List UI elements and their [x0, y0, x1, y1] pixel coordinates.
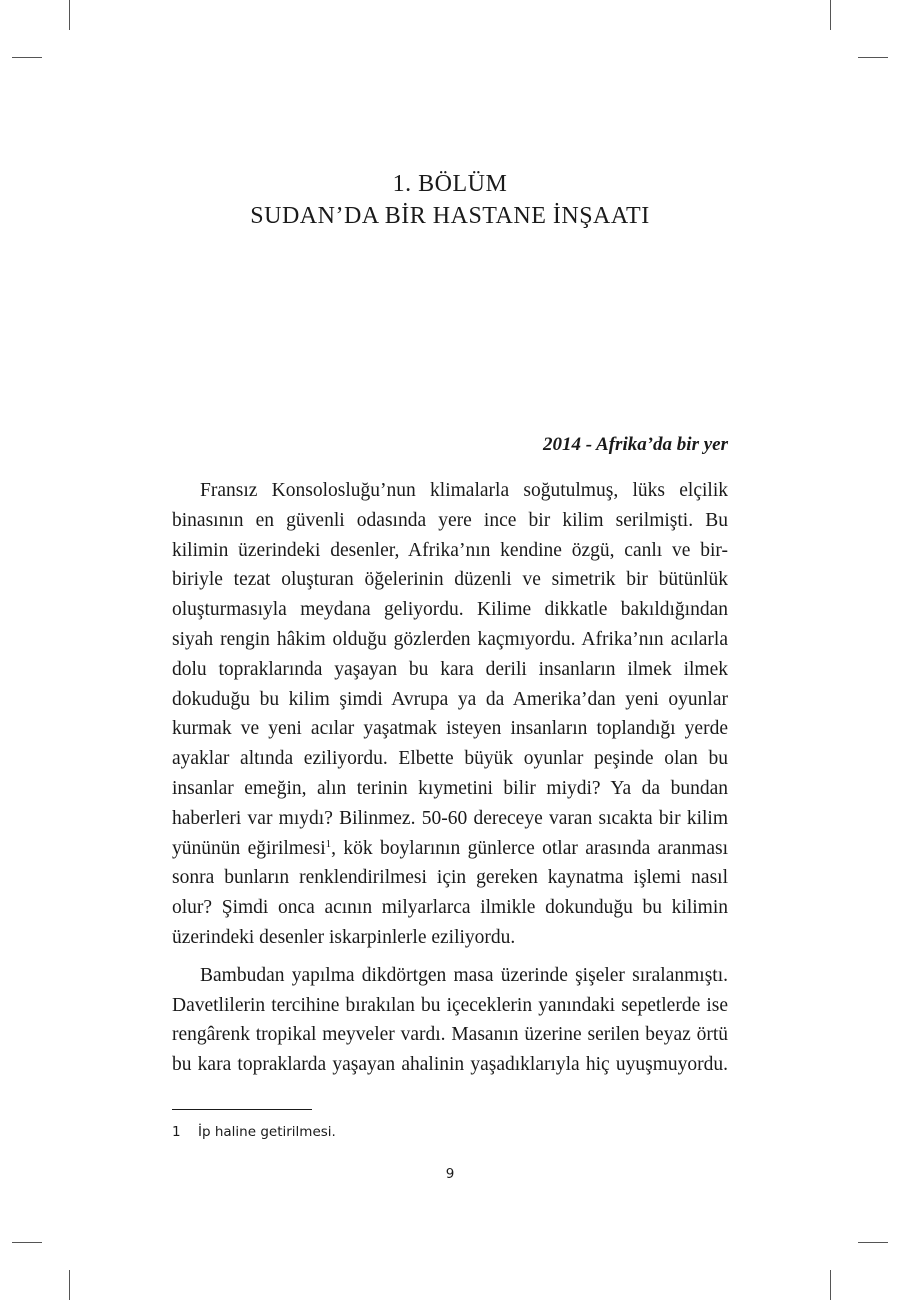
text-line-with-footnote [172, 834, 728, 864]
text-line: ayaklar altında eziliyordu. Elbette büyük oyunlar peşinde olan bu [172, 748, 728, 770]
text-line: haberleri var mıydı? Bilinmez. 50-60 dereceye varan sıcakta bir kilim [172, 807, 728, 829]
page-number: 9 [445, 1166, 455, 1182]
crop-mark-bottom-right-h [858, 1242, 888, 1243]
text-line: Davetlilerin tercihine bırakılan bu içeceklerin yanındaki sepetlerde ise [172, 994, 728, 1016]
crop-mark-top-right [830, 0, 831, 30]
text-line: sonra bunların renklendirilmesi için gereken kaynatma işlemi nasıl [172, 867, 728, 889]
body-text [172, 476, 728, 1080]
crop-mark-bottom-right [830, 1270, 831, 1300]
text-fragment: , kök boylarının günlerce otlar arasında aranması [331, 837, 728, 859]
footnote-rule [172, 1109, 312, 1110]
text-line: kurmak ve yeni acılar yaşatmak isteyen insanların toplandığı yerde [172, 718, 728, 740]
text-line: biriyle tezat oluşturan öğelerinin düzenli ve simetrik bir bütünlük [172, 569, 728, 591]
crop-mark-top-left-h [12, 57, 42, 58]
footnote-marker[interactable]: 1 [325, 837, 332, 850]
footnote [172, 1123, 336, 1141]
crop-mark-bottom-left [69, 1270, 70, 1300]
text-line: rengârenk tropikal meyveler vardı. Masanın üzerine serilen beyaz örtü [172, 1024, 728, 1046]
text-line: oluşturmasıyla meydana geliyordu. Kilime dikkatle bakıldığından [172, 599, 728, 621]
text-line: Bambudan yapılma dikdörtgen masa üzerinde şişeler sıralanmıştı. [200, 964, 728, 986]
text-line: olur? Şimdi onca acının milyarlarca ilmikle dokunduğu bu kilimin [172, 897, 728, 919]
text-line: dolu topraklarında yaşayan bu kara derili insanların ilmek ilmek [172, 658, 728, 680]
text-line: kilimin üzerindeki desenler, Afrika’nın kendine özgü, canlı ve bir- [172, 539, 728, 561]
text-line: siyah rengin hâkim olduğu gözlerden kaçmıyordu. Afrika’nın acılarla [172, 628, 728, 650]
chapter-number: 1. BÖLÜM [392, 171, 508, 197]
text-line: binasının en güvenli odasında yere ince bir kilim serilmişti. Bu [172, 509, 728, 531]
text-line: insanlar emeğin, alın terinin kıymetini bilir miydi? Ya da bundan [172, 777, 728, 799]
paragraph-gap [172, 953, 728, 961]
chapter-heading [0, 168, 900, 232]
footnote-number: 1 [172, 1124, 181, 1140]
text-fragment: yününün eğirilmesi [172, 837, 326, 859]
dateline: 2014 - Afrika’da bir yer [542, 434, 728, 455]
text-line: dokuduğu bu kilim şimdi Avrupa ya da Amerika’dan yeni oyunlar [172, 688, 728, 710]
crop-mark-top-right-h [858, 57, 888, 58]
crop-mark-top-left [69, 0, 70, 30]
chapter-title: SUDAN’DA BİR HASTANE İNŞAATI [250, 203, 650, 229]
text-line: Fransız Konsolosluğu’nun klimalarla soğutulmuş, lüks elçilik [200, 480, 728, 501]
text-line: bu kara topraklarda yaşayan ahalinin yaşadıklarıyla hiç uyuşmuyordu. [172, 1054, 728, 1076]
text-line: üzerindeki desenler iskarpinlerle eziliyordu. [172, 926, 516, 948]
footnote-text: İp haline getirilmesi. [198, 1124, 336, 1140]
crop-mark-bottom-left-h [12, 1242, 42, 1243]
